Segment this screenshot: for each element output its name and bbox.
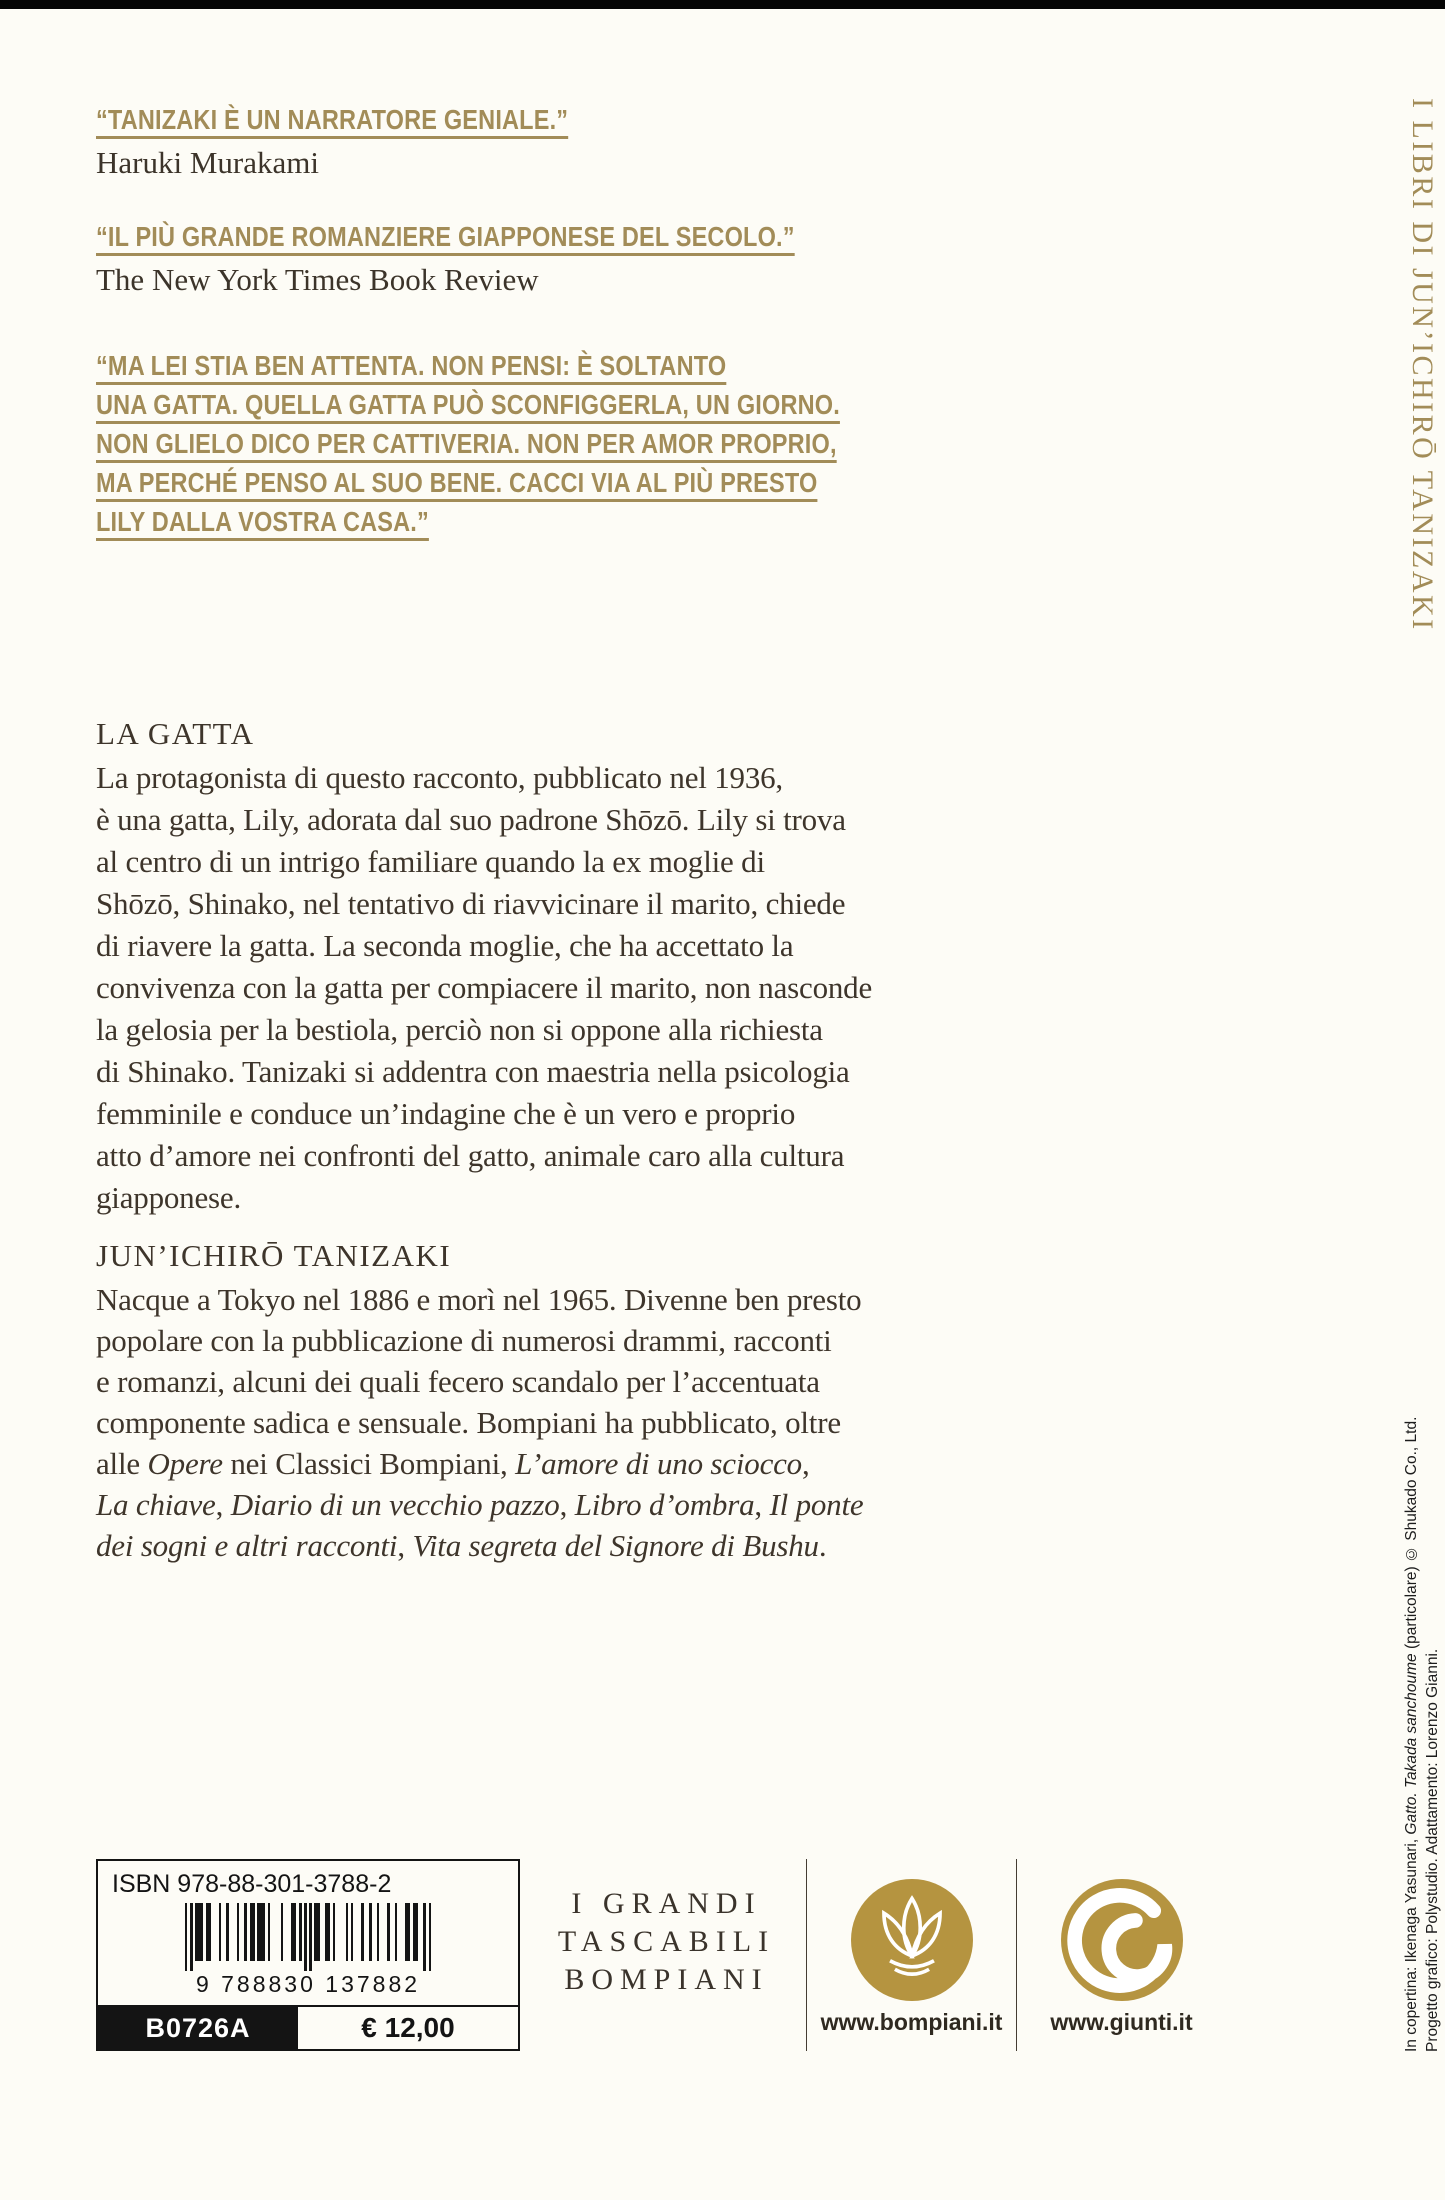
book-title: LA GATTA <box>96 716 255 751</box>
quote-text: “TANIZAKI È UN NARRATORE GENIALE.” <box>96 104 569 135</box>
barcode-digits: 9 788830 137882 <box>195 1971 421 1997</box>
synopsis-text: La protagonista di questo racconto, pubblicato nel 1936, è una gatta, Lily, adorata dal suo padrone Shōzō. Lily si trova al centro di un intrigo familiare quando la ex moglie di Shōzō, Shinako, nel tentativo di riavvicinare il marito, chiede di riavere la gatta. La seconda moglie, che ha accettato la convivenza con la gatta per compiacere il marito, non nasconde la gelosia per la bestiola, perciò non si oppone alla richiesta di Shinako. Tanizaki si addentra con maestria nella psicologia femminile e conduce un’indagine che è un vero e proprio atto d’amore nei confronti del gatto, animale caro alla cultura giapponese. <box>96 760 873 1215</box>
barcode-area <box>98 1901 518 2005</box>
isbn-number: ISBN 978-88-301-3788-2 <box>112 1870 392 1898</box>
spine-series-title: I LIBRI DI JUN’ICHIRŌ TANIZAKI <box>1406 98 1439 632</box>
quote-block-murakami <box>96 100 996 183</box>
giunti-g-icon <box>1061 1879 1183 2001</box>
quote-block-nyt <box>96 217 996 300</box>
author-bio-section <box>96 1233 996 1566</box>
price: € 12,00 <box>361 2012 455 2043</box>
giunti-logo-cell <box>1016 1859 1226 2051</box>
giunti-url: www.giunti.it <box>1050 2009 1193 2035</box>
edition-code: B0726A <box>98 2007 298 2049</box>
publisher-imprint: I GRANDI TASCABILI BOMPIANI <box>557 1887 776 1996</box>
bompiani-flower-icon <box>851 1879 973 2001</box>
quote-attribution: Haruki Murakami <box>96 145 319 180</box>
credits-colophon: In copertina: Ikenaga Yasunari, Gatto. Takada sanchoume (particolare) © Shukado Co., Ltd. Progetto grafico: Polystudio. Adattamento: Lorenzo Gianni. <box>1403 1416 1441 2052</box>
bottom-strip <box>96 1859 1226 2051</box>
quote-attribution: The New York Times Book Review <box>96 262 539 297</box>
bompiani-logo-cell <box>806 1859 1016 2051</box>
author-bio-text: Nacque a Tokyo nel 1886 e morì nel 1965. Divenne ben presto popolare con la pubblicazione di numerosi drammi, racconti e romanzi, alcuni dei quali fecero scandalo per l’accentuata componente sadica e sensuale. Bompiani ha pubblicato, oltre alle Opere nei Classici Bompiani, L’amore di uno sciocco, La chiave, Diario di un vecchio pazzo, Libro d’ombra, Il ponte dei sogni e altri racconti, Vita segreta del Signore di Bushu. <box>96 1282 864 1563</box>
author-name: JUN’ICHIRŌ TANIZAKI <box>96 1238 452 1273</box>
quote-text: “MA LEI STIA BEN ATTENTA. NON PENSI: È SOLTANTO UNA GATTA. QUELLA GATTA PUÒ SCONFIGGERLA, UN GIORNO. NON GLIELO DICO PER CATTIVERIA. NON PER AMOR PROPRIO, MA PERCHÉ PENSO AL SUO BENE. CACCI VIA AL PIÙ PRESTO LILY DALLA VOSTRA CASA.” <box>96 350 840 537</box>
quote-block-excerpt <box>96 346 996 541</box>
top-edge-strip <box>0 0 1445 9</box>
isbn-bottom-row <box>98 2005 518 2049</box>
isbn-barcode-box <box>96 1859 520 2051</box>
ean13-barcode-icon <box>185 1903 431 1961</box>
quote-text: “IL PIÙ GRANDE ROMANZIERE GIAPPONESE DEL SECOLO.” <box>96 221 795 252</box>
main-text-column <box>96 100 996 1566</box>
synopsis-section <box>96 711 996 1219</box>
bompiani-url: www.bompiani.it <box>820 2009 1003 2035</box>
